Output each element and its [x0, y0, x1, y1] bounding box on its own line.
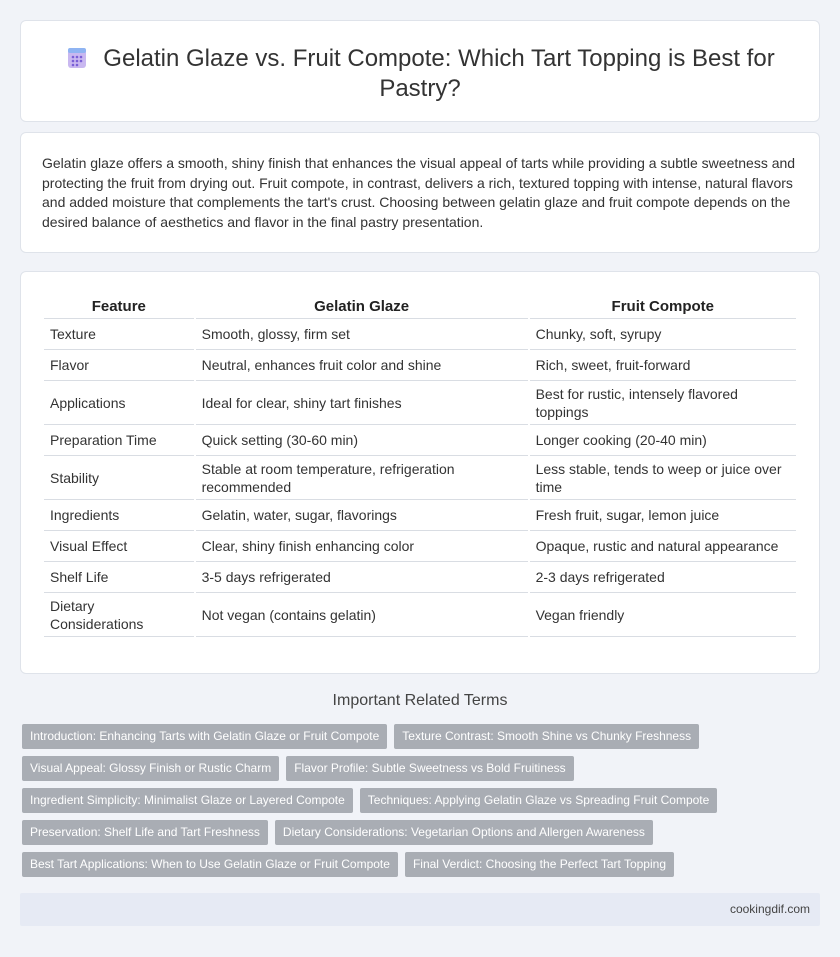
related-term-tag[interactable]: Ingredient Simplicity: Minimalist Glaze or Layered Compote — [22, 788, 353, 813]
gelatin-cell: Not vegan (contains gelatin) — [196, 593, 528, 637]
table-row — [44, 531, 796, 562]
feature-cell: Preparation Time — [44, 425, 194, 456]
gelatin-cell: Clear, shiny finish enhancing color — [196, 531, 528, 562]
compote-cell: Opaque, rustic and natural appearance — [530, 531, 796, 562]
related-term-tag[interactable]: Techniques: Applying Gelatin Glaze vs Spreading Fruit Compote — [360, 788, 718, 813]
feature-cell: Flavor — [44, 350, 194, 381]
gelatin-cell: Smooth, glossy, firm set — [196, 319, 528, 350]
footer — [20, 893, 820, 926]
related-term-tag[interactable]: Final Verdict: Choosing the Perfect Tart Topping — [405, 852, 674, 877]
header-gelatin-glaze: Gelatin Glaze — [196, 296, 528, 319]
document-list-icon — [65, 46, 89, 70]
table-row — [44, 319, 796, 350]
related-terms-list — [20, 724, 820, 877]
related-term-tag[interactable]: Dietary Considerations: Vegetarian Options and Allergen Awareness — [275, 820, 653, 845]
table-row — [44, 593, 796, 637]
related-term-tag[interactable]: Introduction: Enhancing Tarts with Gelatin Glaze or Fruit Compote — [22, 724, 387, 749]
header-feature: Feature — [44, 296, 194, 319]
table-row — [44, 562, 796, 593]
intro-paragraph: Gelatin glaze offers a smooth, shiny finish that enhances the visual appeal of tarts while providing a subtle sweetness and protecting the fruit from drying out. Fruit compote, in contrast, delivers a rich, textured topping with intense, natural flavors and added moisture that complements the tart's crust. Choosing between gelatin glaze and fruit compote depends on the desired balance of aesthetics and flavor in the final pastry presentation. — [42, 155, 796, 230]
gelatin-cell: Neutral, enhances fruit color and shine — [196, 350, 528, 381]
title-card — [20, 20, 820, 122]
table-row — [44, 425, 796, 456]
table-header-row — [44, 296, 796, 319]
related-term-tag[interactable]: Texture Contrast: Smooth Shine vs Chunky Freshness — [394, 724, 699, 749]
comparison-table-card — [20, 271, 820, 674]
intro-card — [20, 132, 820, 253]
gelatin-cell: Stable at room temperature, refrigeration recommended — [196, 456, 528, 500]
feature-cell: Stability — [44, 456, 194, 500]
related-term-tag[interactable]: Visual Appeal: Glossy Finish or Rustic Charm — [22, 756, 279, 781]
footer-site-link[interactable]: cookingdif.com — [729, 902, 810, 916]
table-row — [44, 350, 796, 381]
compote-cell: Chunky, soft, syrupy — [530, 319, 796, 350]
compote-cell: 2-3 days refrigerated — [530, 562, 796, 593]
compote-cell: Longer cooking (20-40 min) — [530, 425, 796, 456]
related-term-tag[interactable]: Best Tart Applications: When to Use Gelatin Glaze or Fruit Compote — [22, 852, 398, 877]
feature-cell: Visual Effect — [44, 531, 194, 562]
table-row — [44, 500, 796, 531]
table-row — [44, 456, 796, 500]
feature-cell: Ingredients — [44, 500, 194, 531]
comparison-table — [42, 296, 798, 637]
page-title-text: Gelatin Glaze vs. Fruit Compote: Which Tart Topping is Best for Pastry? — [103, 45, 775, 102]
feature-cell: Applications — [44, 381, 194, 425]
feature-cell: Texture — [44, 319, 194, 350]
related-terms-section — [20, 692, 820, 884]
gelatin-cell: Ideal for clear, shiny tart finishes — [196, 381, 528, 425]
compote-cell: Fresh fruit, sugar, lemon juice — [530, 500, 796, 531]
feature-cell: Dietary Considerations — [44, 593, 194, 637]
page-title — [61, 44, 779, 104]
table-row — [44, 381, 796, 425]
related-term-tag[interactable]: Flavor Profile: Subtle Sweetness vs Bold Fruitiness — [286, 756, 573, 781]
related-terms-title: Important Related Terms — [332, 692, 508, 709]
header-fruit-compote: Fruit Compote — [530, 296, 796, 319]
compote-cell: Vegan friendly — [530, 593, 796, 637]
compote-cell: Less stable, tends to weep or juice over time — [530, 456, 796, 500]
compote-cell: Rich, sweet, fruit-forward — [530, 350, 796, 381]
gelatin-cell: Quick setting (30-60 min) — [196, 425, 528, 456]
feature-cell: Shelf Life — [44, 562, 194, 593]
compote-cell: Best for rustic, intensely flavored toppings — [530, 381, 796, 425]
gelatin-cell: 3-5 days refrigerated — [196, 562, 528, 593]
gelatin-cell: Gelatin, water, sugar, flavorings — [196, 500, 528, 531]
related-term-tag[interactable]: Preservation: Shelf Life and Tart Freshness — [22, 820, 268, 845]
